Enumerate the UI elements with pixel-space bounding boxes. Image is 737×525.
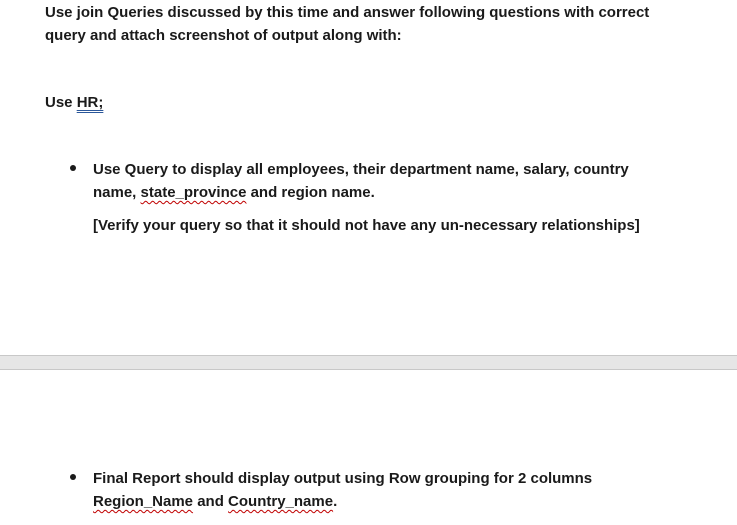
question-2-line-1: Final Report should display output using Row grouping for 2 columns	[93, 470, 593, 487]
page-break	[0, 355, 737, 370]
q2-period: .	[333, 493, 338, 510]
region-name-term: Region_Name	[93, 493, 194, 510]
use-prefix: Use	[45, 94, 77, 111]
question-1-line-1: Use Query to display all employees, their department name, salary, country	[93, 161, 629, 178]
q1-line2-prefix: name,	[93, 184, 141, 201]
intro-line-1: Use join Queries discussed by this time and answer following questions with correct	[45, 4, 650, 21]
state-province-term: state_province	[140, 184, 247, 201]
q1-line2-suffix: and region name.	[246, 184, 375, 201]
bullet-icon	[70, 474, 76, 480]
q2-and: and	[193, 493, 229, 510]
question-1-note: [Verify your query so that it should not have any un-necessary relationships]	[93, 217, 640, 234]
question-2-line-2	[93, 490, 337, 513]
database-name: HR;	[76, 94, 104, 111]
bullet-icon	[70, 165, 76, 171]
use-database-line	[45, 91, 103, 114]
country-name-term: Country_name	[228, 493, 334, 510]
question-1-line-2	[93, 181, 375, 204]
intro-line-2: query and attach screenshot of output along with:	[45, 27, 402, 44]
